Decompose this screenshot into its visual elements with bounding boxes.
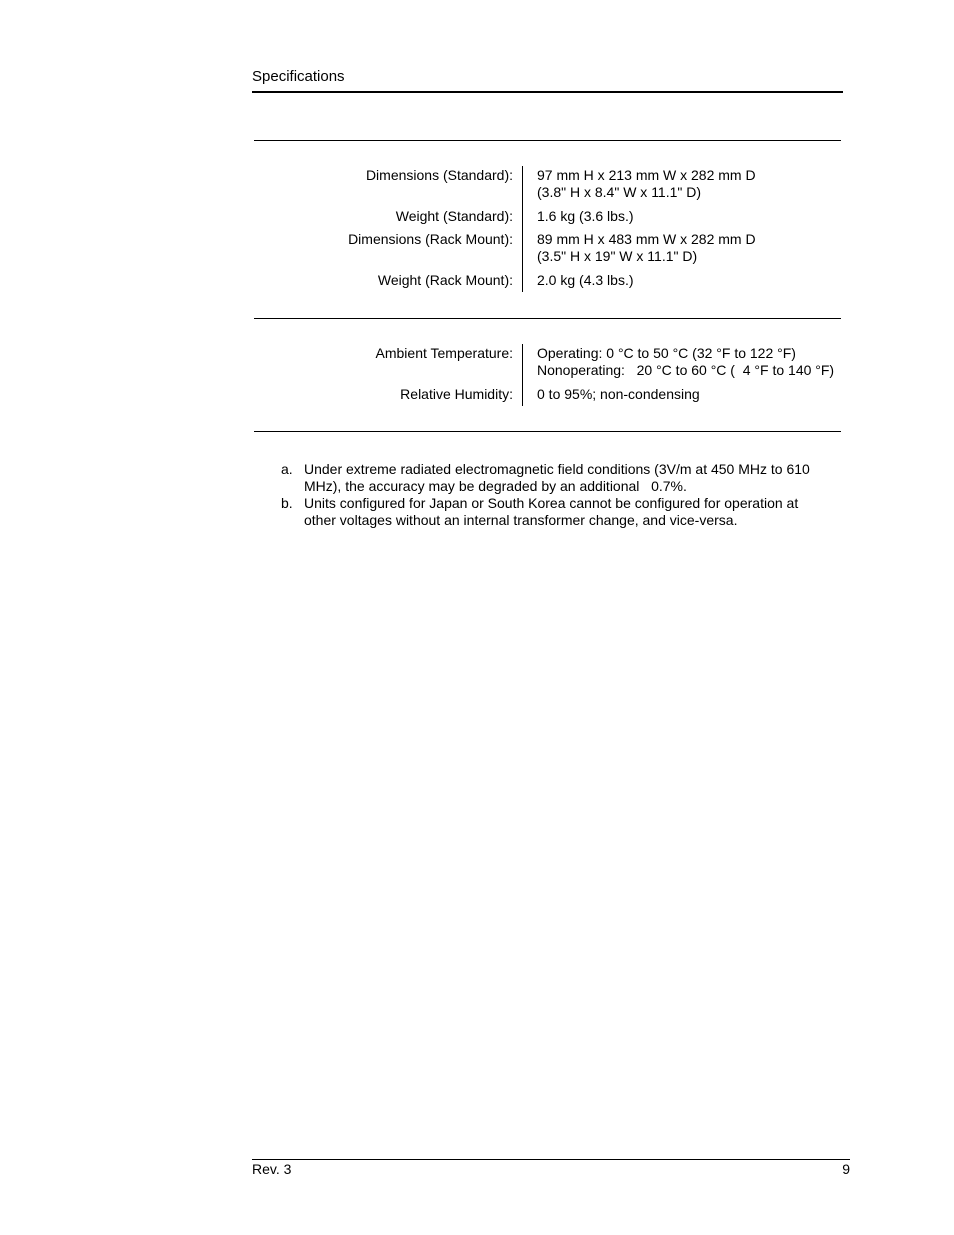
spec-value-line: Operating: 0 °C to 50 °C (32 °F to 122 °F): [537, 345, 796, 361]
spec-label: Ambient Temperature:: [375, 345, 513, 361]
spec-value: [537, 345, 834, 379]
spec-value-line: (3.8" H x 8.4" W x 11.1" D): [537, 184, 702, 200]
column-divider: [522, 166, 523, 292]
spec-value: [537, 386, 700, 403]
spec-label: Weight (Standard):: [395, 208, 513, 224]
spec-value-line: 1.6 kg (3.6 lbs.): [537, 208, 634, 224]
spec-value-line: 97 mm H x 213 mm W x 282 mm D: [537, 167, 756, 183]
spec-value-line: (3.5" H x 19" W x 11.1" D): [537, 248, 698, 264]
footer-revision: Rev. 3: [252, 1161, 292, 1177]
mechanical-spec-table: [254, 140, 841, 318]
footnote-b: [281, 495, 821, 529]
spec-label: Dimensions (Rack Mount):: [348, 231, 513, 247]
spec-value: [537, 167, 756, 201]
spec-value: [537, 272, 634, 289]
header-rule: [252, 91, 843, 93]
footnote-mark: b.: [281, 495, 293, 511]
spec-label: Weight (Rack Mount):: [377, 272, 513, 288]
spec-value: [537, 231, 756, 265]
footer-page-number: 9: [842, 1161, 850, 1177]
spec-value-line: 2.0 kg (4.3 lbs.): [537, 272, 634, 288]
spec-label: Relative Humidity:: [400, 386, 513, 402]
footnotes: [281, 461, 821, 529]
spec-value-line: Nonoperating: 20 °C to 60 °C ( 4 °F to 140 °F): [537, 362, 835, 378]
spec-value-line: 0 to 95%; non-condensing: [537, 386, 700, 402]
footer-rule: [252, 1159, 850, 1160]
footnote-mark: a.: [281, 461, 293, 477]
footnote-text: Under extreme radiated electromagnetic field conditions (3V/m at 450 MHz to 610 MHz), the accuracy may be degraded by an additional 0.7%.: [304, 461, 814, 494]
spec-value: [537, 208, 634, 225]
environmental-spec-table: [254, 318, 841, 431]
spec-value-line: 89 mm H x 483 mm W x 282 mm D: [537, 231, 756, 247]
spec-label: Dimensions (Standard):: [365, 167, 513, 183]
footnote-a: [281, 461, 821, 495]
column-divider: [522, 344, 523, 406]
page-header-title: Specifications: [252, 68, 345, 85]
section-rule-end: [254, 431, 841, 432]
footnote-text: Units configured for Japan or South Korea cannot be configured for operation at other voltages without an internal transformer change, and vice-versa.: [304, 495, 799, 528]
